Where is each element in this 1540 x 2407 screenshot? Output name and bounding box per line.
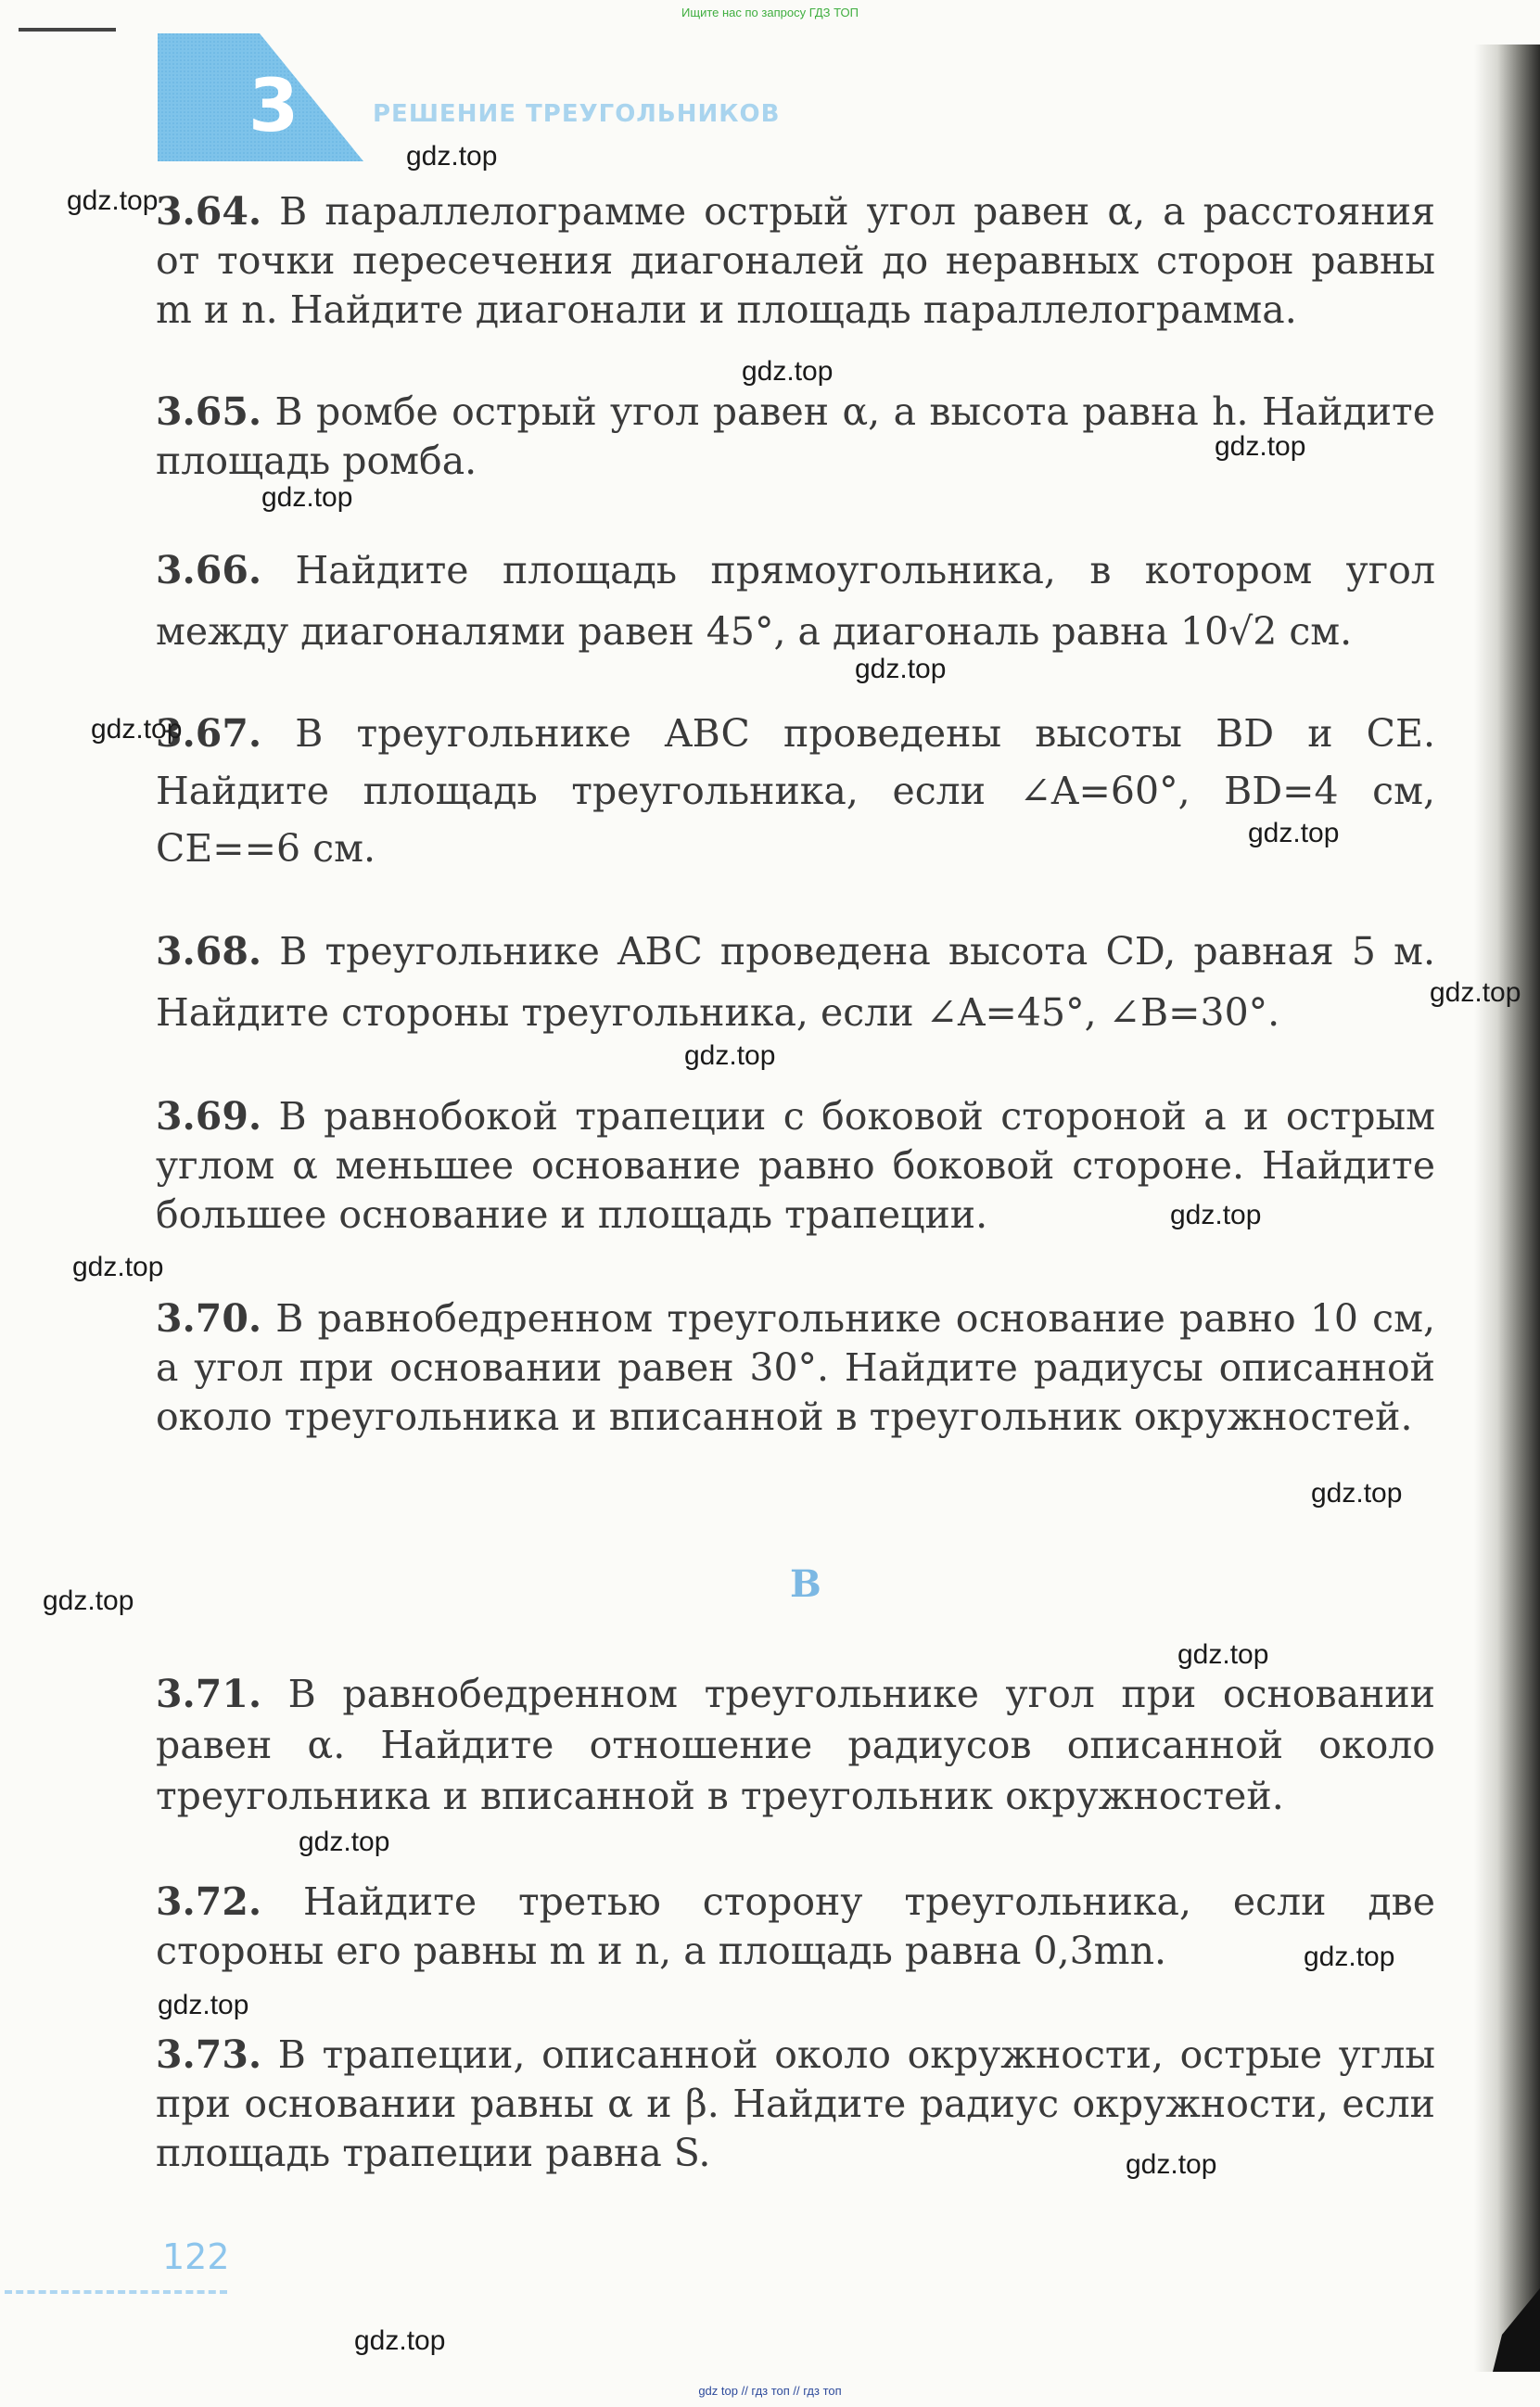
watermark: gdz.top xyxy=(43,1586,134,1616)
watermark: gdz.top xyxy=(299,1827,390,1857)
problem-3-67 xyxy=(156,705,1435,877)
problem-number: 3.68. xyxy=(156,929,262,974)
problem-number: 3.73. xyxy=(156,2032,262,2077)
top-banner-text: Ищите нас по запросу ГДЗ ТОП xyxy=(681,6,859,19)
problem-3-70 xyxy=(156,1294,1435,1442)
problem-number: 3.67. xyxy=(156,711,262,756)
problem-number: 3.70. xyxy=(156,1296,262,1341)
chapter-title: РЕШЕНИЕ ТРЕУГОЛЬНИКОВ xyxy=(373,100,781,128)
watermark: gdz.top xyxy=(261,482,353,513)
watermark: gdz.top xyxy=(742,356,834,387)
watermark: gdz.top xyxy=(158,1990,249,2020)
watermark: gdz.top xyxy=(1177,1639,1269,1670)
bottom-footer-text: gdz top // гдз топ // гдз топ xyxy=(698,2384,842,2398)
problem-number: 3.71. xyxy=(156,1672,262,1716)
problem-number: 3.64. xyxy=(156,189,262,234)
problem-text: В ромбе острый угол равен α, а высота равна h. Найдите площадь ромба. xyxy=(156,389,1435,483)
page-number: 122 xyxy=(162,2236,230,2277)
top-rule xyxy=(19,28,116,32)
problem-3-71 xyxy=(156,1669,1435,1822)
book-spine-shadow xyxy=(1474,45,1540,2372)
problem-text: Найдите площадь прямоугольника, в котором угол между диагоналями равен 45°, а диагональ равна 10√2 см. xyxy=(156,548,1435,654)
watermark: gdz.top xyxy=(1170,1200,1262,1230)
watermark: gdz.top xyxy=(1126,2149,1217,2180)
watermark: gdz.top xyxy=(72,1252,164,1282)
watermark: gdz.top xyxy=(67,185,159,216)
problem-3-64 xyxy=(156,187,1435,335)
watermark: gdz.top xyxy=(855,654,947,684)
problem-text: В трапеции, описанной около окружности, острые углы при основании равны α и β. Найдите радиус окружности, если площадь трапеции равна S. xyxy=(156,2032,1435,2175)
problem-3-73 xyxy=(156,2031,1435,2178)
problem-text: Найдите третью сторону треугольника, если две стороны его равны m и n, а площадь равна 0,3mn. xyxy=(156,1879,1435,1973)
watermark: gdz.top xyxy=(91,714,183,745)
problem-text: В треугольнике ABC проведены высоты BD и CE. Найдите площадь треугольника, если ∠A=60°, BD=4 см, CE==6 см. xyxy=(156,711,1435,871)
problem-text: В равнобедренном треугольнике основание равно 10 см, а угол при основании равен 30°. Найдите радиусы описанной около треугольника и вписанной в треугольник окружностей. xyxy=(156,1296,1435,1439)
problem-text: В треугольнике ABC проведена высота CD, равная 5 м. Найдите стороны треугольника, если ∠A=45°, ∠B=30°. xyxy=(156,929,1435,1035)
problem-number: 3.65. xyxy=(156,389,262,434)
watermark: gdz.top xyxy=(1311,1478,1403,1509)
problem-3-72 xyxy=(156,1878,1435,1976)
problem-3-66 xyxy=(156,540,1435,662)
problem-3-68 xyxy=(156,921,1435,1043)
chapter-number: 3 xyxy=(248,65,299,148)
problem-text: В параллелограмме острый угол равен α, а расстояния от точки пересечения диагоналей до неравных сторон равны m и n. Найдите диагонали и площадь параллелограмма. xyxy=(156,189,1435,332)
problem-text: В равнобокой трапеции с боковой стороной a и острым углом α меньшее основание равно боковой стороне. Найдите большее основание и площадь трапеции. xyxy=(156,1094,1435,1237)
watermark: gdz.top xyxy=(406,141,498,172)
watermark: gdz.top xyxy=(684,1040,776,1071)
watermark: gdz.top xyxy=(1304,1942,1395,1972)
problem-number: 3.69. xyxy=(156,1094,262,1139)
section-letter: В xyxy=(790,1562,821,1606)
watermark: gdz.top xyxy=(354,2325,446,2356)
problem-number: 3.66. xyxy=(156,548,262,592)
page-rule xyxy=(5,2290,227,2294)
watermark: gdz.top xyxy=(1215,431,1306,462)
problem-text: В равнобедренном треугольнике угол при основании равен α. Найдите отношение радиусов описанной около треугольника и вписанной в треугольник окружностей. xyxy=(156,1672,1435,1818)
watermark: gdz.top xyxy=(1430,977,1521,1008)
problem-number: 3.72. xyxy=(156,1879,262,1924)
watermark: gdz.top xyxy=(1248,818,1340,848)
